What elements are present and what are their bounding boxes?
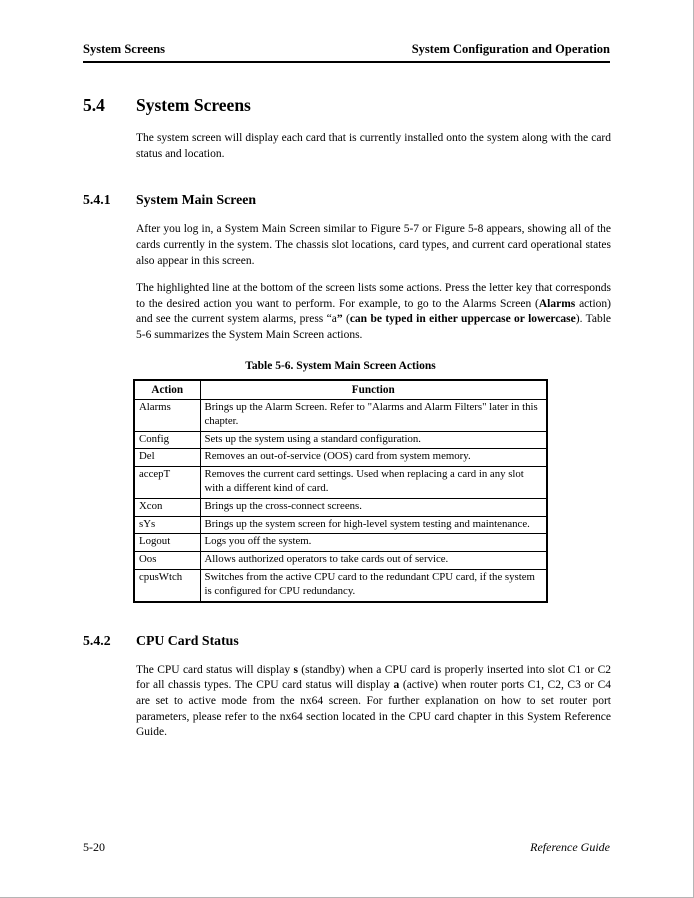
text-segment: (active) when router ports C1, C2, C3 or C4 are set to active mode from the nx64 screen. For further explanation on how to set router port parameters, please refer to the nx64 section located in the CPU card chapter in this System Reference Guide. <box>136 679 611 739</box>
function-cell: Brings up the cross-connect screens. <box>200 498 547 516</box>
system-main-screen-actions-table <box>133 379 548 603</box>
action-cell: accepT <box>134 467 200 499</box>
function-cell: Logs you off the system. <box>200 534 547 552</box>
paragraph-5-4-1-b <box>136 281 611 344</box>
table-header-row <box>134 380 547 400</box>
text-segment: ). Table 5-6 summarizes the System Main Screen actions. <box>136 313 612 341</box>
column-header-function: Function <box>200 380 547 400</box>
section-5-4-1 <box>83 192 611 343</box>
column-header-action: Action <box>134 380 200 400</box>
bold-text-active-a: a <box>393 679 400 692</box>
bold-text-a-key: ” <box>336 313 343 326</box>
footer-document-title: Reference Guide <box>530 840 610 854</box>
table-row <box>134 399 547 431</box>
page-header <box>83 42 610 57</box>
action-cell: cpusWtch <box>134 570 200 602</box>
function-cell: Removes the current card settings. Used when replacing a card in any slot with a different kind of card. <box>200 467 547 499</box>
function-cell: Switches from the active CPU card to the redundant CPU card, if the system is configured for CPU redundancy. <box>200 570 547 602</box>
table-row <box>134 516 547 534</box>
table-row <box>134 449 547 467</box>
header-right-title: System Configuration and Operation <box>411 42 610 56</box>
page-footer <box>83 840 610 855</box>
function-cell: Allows authorized operators to take cards out of service. <box>200 552 547 570</box>
header-left-title: System Screens <box>83 42 166 56</box>
section-title: System Main Screen <box>136 192 257 208</box>
section-title: System Screens <box>136 95 251 115</box>
section-5-4-heading <box>83 95 611 116</box>
function-cell: Removes an out-of-service (OOS) card from system memory. <box>200 449 547 467</box>
section-5-4-2 <box>83 633 611 741</box>
section-5-4-2-heading <box>83 633 611 649</box>
table-row <box>134 498 547 516</box>
table-row <box>134 467 547 499</box>
bold-text-alarms: Alarms <box>538 297 576 310</box>
paragraph-5-4-2 <box>136 663 611 741</box>
bold-text-standby-s: s <box>293 663 298 676</box>
action-cell: Xcon <box>134 498 200 516</box>
function-cell: Brings up the system screen for high-level system testing and maintenance. <box>200 516 547 534</box>
action-cell: Config <box>134 431 200 449</box>
section-5-4 <box>83 95 611 162</box>
table-row <box>134 552 547 570</box>
text-segment: The CPU card status will display <box>136 663 294 676</box>
section-number: 5.4 <box>83 95 105 115</box>
section-number: 5.4.2 <box>83 632 111 648</box>
text-segment: (standby) when a CPU card is properly inserted into slot C1 or C2 for all chassis types. The CPU card status will display <box>136 663 611 692</box>
table-row <box>134 534 547 552</box>
action-cell: Alarms <box>134 399 200 431</box>
section-5-4-1-heading <box>83 192 611 208</box>
bold-text-case-note: can be typed in either uppercase or lowercase <box>349 313 576 326</box>
paragraph-5-4: The system screen will display each card that is currently installed onto the system along with the card status and location. <box>136 132 611 160</box>
function-cell: Sets up the system using a standard configuration. <box>200 431 547 449</box>
action-cell: Oos <box>134 552 200 570</box>
page-content <box>83 95 611 753</box>
function-cell: Brings up the Alarm Screen. Refer to "Alarms and Alarm Filters" later in this chapter. <box>200 399 547 431</box>
table-row <box>134 570 547 602</box>
text-segment: The highlighted line at the bottom of the screen lists some actions. Press the letter key that corresponds to the desired action you want to perform. For example, to go to the Alarms Screen ( <box>136 282 611 310</box>
table-row <box>134 431 547 449</box>
action-cell: Del <box>134 449 200 467</box>
header-rule <box>83 61 610 63</box>
section-title: CPU Card Status <box>136 632 239 648</box>
table-caption: Table 5-6. System Main Screen Actions <box>245 359 436 372</box>
action-cell: Logout <box>134 534 200 552</box>
action-cell: sYs <box>134 516 200 534</box>
text-segment: ( <box>342 313 350 326</box>
section-number: 5.4.1 <box>83 192 111 208</box>
paragraph-5-4-1-a: After you log in, a System Main Screen similar to Figure 5-7 or Figure 5-8 appears, showing all of the cards currently in the system. The chassis slot locations, card types, and current card operational states also appear in this screen. <box>136 223 611 267</box>
page-number: 5-20 <box>83 840 105 854</box>
text-segment: action) and see the current system alarms, press “a <box>136 297 611 326</box>
